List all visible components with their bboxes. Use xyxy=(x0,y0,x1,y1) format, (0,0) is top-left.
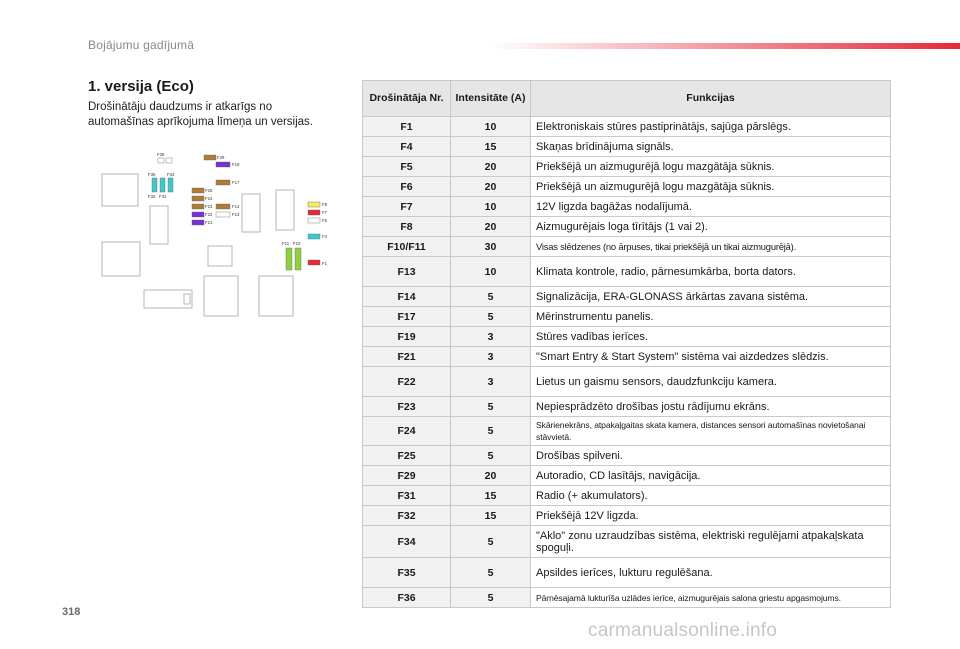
table-row xyxy=(363,486,891,506)
table-row xyxy=(363,157,891,177)
fuse-function: Elektroniskais stūres pastiprinātājs, sajūga pārslēgs. xyxy=(531,117,891,137)
fuse-number: F7 xyxy=(363,197,451,217)
fuse-function: Drošības spilveni. xyxy=(531,446,891,466)
fuse-amperage: 5 xyxy=(451,287,531,307)
fuse-amperage: 15 xyxy=(451,506,531,526)
fuse-f34 xyxy=(168,178,173,192)
column-header-functions: Funkcijas xyxy=(531,81,891,117)
fuse-label: F35 xyxy=(157,152,165,157)
table-row xyxy=(363,217,891,237)
fuse-amperage: 5 xyxy=(451,526,531,558)
fuse-amperage: 5 xyxy=(451,417,531,446)
fuse-number: F35 xyxy=(363,558,451,588)
fuse-f22 xyxy=(192,212,204,217)
fuse-box-outline xyxy=(184,294,190,304)
fuse-function: Mērinstrumentu panelis. xyxy=(531,307,891,327)
fuse-label: F1 xyxy=(322,261,328,266)
fuse-label: F11 xyxy=(282,241,290,246)
fuse-label: F17 xyxy=(232,180,240,185)
fuse-function: Klimata kontrole, radio, pārnesumkārba, borta dators. xyxy=(531,257,891,287)
table-row xyxy=(363,287,891,307)
fuse-f8 xyxy=(308,202,320,207)
fuse-amperage: 20 xyxy=(451,177,531,197)
fuse-function: Skaņas brīdinājuma signāls. xyxy=(531,137,891,157)
fuse-number: F23 xyxy=(363,397,451,417)
fuse-label: F10 xyxy=(293,241,301,246)
fuse-box-outline xyxy=(208,246,232,266)
fuse-amperage: 3 xyxy=(451,347,531,367)
table-row xyxy=(363,197,891,217)
fuse-number: F21 xyxy=(363,347,451,367)
fuse-box-diagram xyxy=(96,150,336,320)
fuse-label: F31 xyxy=(159,194,167,199)
table-row xyxy=(363,588,891,608)
fuse-table xyxy=(362,80,891,608)
fuse-function: Stūres vadības ierīces. xyxy=(531,327,891,347)
chapter-title: Bojājumu gadījumā xyxy=(88,38,195,52)
fuse-box-outline xyxy=(144,290,192,308)
fuse-function: Skārienekrāns, atpakaļgaitas skata kamera, distances sensori automašīnas novietošanai stāvvietā. xyxy=(531,417,891,446)
fuse-label: F22 xyxy=(205,212,213,217)
fuse-function: Apsildes ierīces, lukturu regulēšana. xyxy=(531,558,891,588)
fuse-box-outline xyxy=(204,276,238,316)
fuse-f17 xyxy=(216,180,230,185)
table-row xyxy=(363,117,891,137)
section-description: Drošinātāju daudzums ir atkarīgs no automašīnas aprīkojuma līmeņa un versijas. xyxy=(88,101,313,128)
fuse-box-outline xyxy=(150,206,168,244)
fuse-function: Signalizācija, ERA-GLONASS ārkārtas zavana sistēma. xyxy=(531,287,891,307)
table-row xyxy=(363,506,891,526)
fuse-label: F25 xyxy=(205,188,213,193)
fuse-function: Lietus un gaismu sensors, daudzfunkciju kamera. xyxy=(531,367,891,397)
fuse-label: F36 xyxy=(148,172,156,177)
fuse-number: F36 xyxy=(363,588,451,608)
fuse-amperage: 5 xyxy=(451,397,531,417)
fuse-f19 xyxy=(216,162,230,167)
fuse-amperage: 20 xyxy=(451,157,531,177)
table-row xyxy=(363,347,891,367)
table-row xyxy=(363,237,891,257)
fuse-f4 xyxy=(308,234,320,239)
fuse-number: F1 xyxy=(363,117,451,137)
fuse-label: F7 xyxy=(322,210,328,215)
fuse-box-outline xyxy=(102,242,140,276)
table-row xyxy=(363,177,891,197)
column-header-amperage: Intensitāte (A) xyxy=(451,81,531,117)
table-row xyxy=(363,307,891,327)
fuse-function: "Aklo" zonu uzraudzības sistēma, elektriski regulējami atpakaļskata spoguļi. xyxy=(531,526,891,558)
fuse-number: F19 xyxy=(363,327,451,347)
fuse-label: F32 xyxy=(148,194,156,199)
fuse-label: F29 xyxy=(217,155,225,160)
fuse-f1 xyxy=(308,260,320,265)
column-header-fuse-number: Drošinātāja Nr. xyxy=(363,81,451,117)
fuse-f5 xyxy=(308,218,320,223)
table-row xyxy=(363,367,891,397)
fuse-amperage: 10 xyxy=(451,117,531,137)
fuse-label: F8 xyxy=(322,202,328,207)
header-accent-bar xyxy=(490,43,960,49)
fuse-function: Nepiesprādzēto drošības jostu rādījumu ekrāns. xyxy=(531,397,891,417)
fuse-box-outline xyxy=(242,194,260,232)
fuse-number: F22 xyxy=(363,367,451,397)
fuse-box-outline xyxy=(102,174,138,206)
fuse-amperage: 5 xyxy=(451,446,531,466)
fuse-f31 xyxy=(160,178,165,192)
fuse-label: F34 xyxy=(167,172,175,177)
fuse-number: F14 xyxy=(363,287,451,307)
fuse-label: F5 xyxy=(322,218,328,223)
fuse-f35 xyxy=(166,158,172,163)
table-row xyxy=(363,558,891,588)
fuse-function: Autoradio, CD lasītājs, navigācija. xyxy=(531,466,891,486)
fuse-f14 xyxy=(216,204,230,209)
section-title: 1. versija (Eco) xyxy=(88,78,194,95)
fuse-function: Radio (+ akumulators). xyxy=(531,486,891,506)
fuse-label: F24 xyxy=(205,196,213,201)
fuse-f24 xyxy=(192,196,204,201)
fuse-amperage: 20 xyxy=(451,217,531,237)
fuse-number: F25 xyxy=(363,446,451,466)
fuse-number: F34 xyxy=(363,526,451,558)
table-row xyxy=(363,397,891,417)
watermark: carmanualsonline.info xyxy=(588,620,778,641)
table-row xyxy=(363,257,891,287)
fuse-amperage: 10 xyxy=(451,197,531,217)
fuse-box-outline xyxy=(276,190,294,230)
fuse-number: F13 xyxy=(363,257,451,287)
fuse-number: F10/F11 xyxy=(363,237,451,257)
fuse-f10 xyxy=(295,248,301,270)
table-row xyxy=(363,446,891,466)
fuse-f29 xyxy=(204,155,216,160)
fuse-function: Priekšējā un aizmugurējā logu mazgātāja sūknis. xyxy=(531,177,891,197)
fuse-f23 xyxy=(192,204,204,209)
fuse-function: "Smart Entry & Start System" sistēma vai aizdedzes slēdzis. xyxy=(531,347,891,367)
fuse-number: F4 xyxy=(363,137,451,157)
fuse-amperage: 10 xyxy=(451,257,531,287)
fuse-function: Priekšējā un aizmugurējā logu mazgātāja sūknis. xyxy=(531,157,891,177)
fuse-label: F14 xyxy=(232,204,240,209)
fuse-number: F8 xyxy=(363,217,451,237)
fuse-label: F23 xyxy=(205,204,213,209)
fuse-f21 xyxy=(192,220,204,225)
fuse-f13 xyxy=(216,212,230,217)
fuse-label: F21 xyxy=(205,220,213,225)
fuse-number: F31 xyxy=(363,486,451,506)
fuse-f25 xyxy=(192,188,204,193)
fuse-label: F19 xyxy=(232,162,240,167)
fuse-amperage: 3 xyxy=(451,327,531,347)
fuse-amperage: 5 xyxy=(451,588,531,608)
page-number: 318 xyxy=(62,606,81,618)
fuse-amperage: 15 xyxy=(451,486,531,506)
fuse-function: 12V ligzda bagāžas nodalījumā. xyxy=(531,197,891,217)
fuse-number: F17 xyxy=(363,307,451,327)
table-row xyxy=(363,417,891,446)
fuse-number: F24 xyxy=(363,417,451,446)
fuse-number: F5 xyxy=(363,157,451,177)
fuse-number: F6 xyxy=(363,177,451,197)
fuse-f11 xyxy=(286,248,292,270)
fuse-amperage: 3 xyxy=(451,367,531,397)
fuse-amperage: 15 xyxy=(451,137,531,157)
fuse-number: F32 xyxy=(363,506,451,526)
fuse-function: Pārnēsajamā lukturīša uzlādes ierīce, aizmugurējais salona griestu apgasmojums. xyxy=(531,588,891,608)
fuse-f7 xyxy=(308,210,320,215)
fuse-number: F29 xyxy=(363,466,451,486)
fuse-label: F13 xyxy=(232,212,240,217)
fuse-box-outline xyxy=(259,276,293,316)
fuse-label: F4 xyxy=(322,234,328,239)
fuse-function: Visas slēdzenes (no ārpuses, tikai priekšējā un tikai aizmugurējā). xyxy=(531,237,891,257)
table-row xyxy=(363,327,891,347)
fuse-function: Aizmugurējais loga tīrītājs (1 vai 2). xyxy=(531,217,891,237)
fuse-f35 xyxy=(158,158,164,163)
table-row xyxy=(363,526,891,558)
fuse-amperage: 30 xyxy=(451,237,531,257)
fuse-function: Priekšējā 12V ligzda. xyxy=(531,506,891,526)
table-row xyxy=(363,137,891,157)
table-header-row xyxy=(363,81,891,117)
fuse-amperage: 5 xyxy=(451,307,531,327)
fuse-amperage: 20 xyxy=(451,466,531,486)
table-row xyxy=(363,466,891,486)
fuse-amperage: 5 xyxy=(451,558,531,588)
fuse-f36 xyxy=(152,178,157,192)
